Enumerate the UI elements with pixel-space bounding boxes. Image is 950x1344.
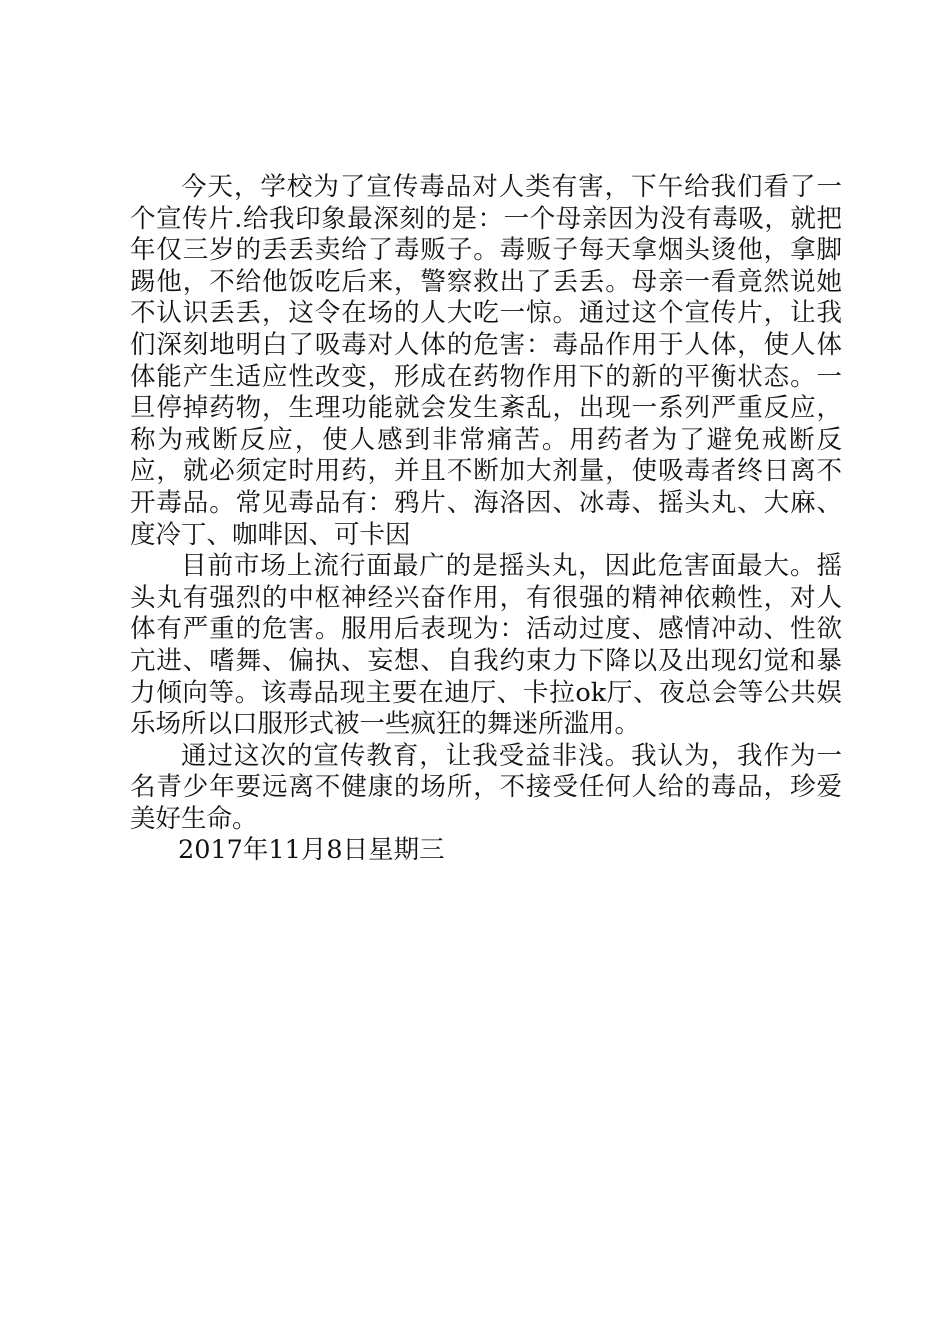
paragraph-1: 今天，学校为了宣传毒品对人类有害，下午给我们看了一个宣传片.给我印象最深刻的是：一个母亲因为没有毒吸，就把年仅三岁的丢丢卖给了毒贩子。毒贩子每天拿烟头烫他，拿脚踢他，不给他饭吃后来，警察救出了丢丢。母亲一看竟然说她不认识丢丢，这令在场的人大吃一惊。通过这个宣传片，让我们深刻地明白了吸毒对人体的危害：毒品作用于人体，使人体体能产生适应性改变，形成在药物作用下的新的平衡状态。一旦停掉药物，生理功能就会发生紊乱，出现一系列严重反应，称为戒断反应，使人感到非常痛苦。用药者为了避免戒断反应，就必须定时用药，并且不断加大剂量，使吸毒者终日离不开毒品。常见毒品有：鸦片、海洛因、冰毒、摇头丸、大麻、度冷丁、咖啡因、可卡因 xyxy=(130,172,842,550)
date-line: 2017年11月8日星期三 xyxy=(178,835,445,866)
paragraph-3: 通过这次的宣传教育，让我受益非浅。我认为，我作为一名青少年要远离不健康的场所，不接受任何人给的毒品，珍爱美好生命。 xyxy=(130,740,842,834)
paragraph-2: 目前市场上流行面最广的是摇头丸，因此危害面最大。摇头丸有强烈的中枢神经兴奋作用，有很强的精神依赖性，对人体有严重的危害。服用后表现为：活动过度、感情冲动、性欲亢进、嗜舞、偏执、妄想、自我约束力下降以及出现幻觉和暴力倾向等。该毒品现主要在迪厅、卡拉ok厅、夜总会等公共娱乐场所以口服形式被一些疯狂的舞迷所滥用。 xyxy=(130,551,842,740)
document-body xyxy=(130,172,842,867)
